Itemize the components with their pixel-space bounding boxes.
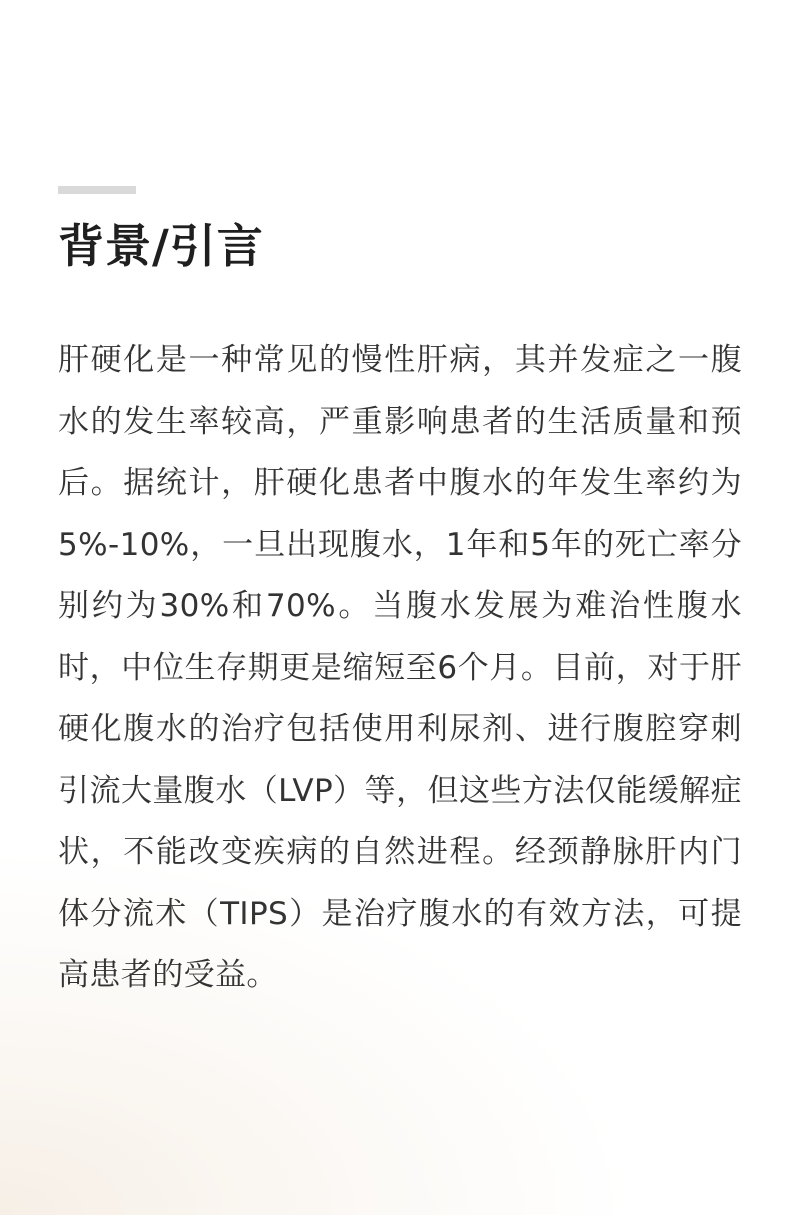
- section-accent-bar: [58, 186, 136, 194]
- section-title: 背景/引言: [58, 219, 264, 273]
- section-body-paragraph: 肝硬化是一种常见的慢性肝病，其并发症之一腹水的发生率较高，严重影响患者的生活质量和预后。据统计，肝硬化患者中腹水的年发生率约为5%-10%，一旦出现腹水，1年和5年的死亡率分别约为30%和70%。当腹水发展为难治性腹水时，中位生存期更是缩短至6个月。目前，对于肝硬化腹水的治疗包括使用利尿剂、进行腹腔穿刺引流大量腹水（LVP）等，但这些方法仅能缓解症状，不能改变疾病的自然进程。经颈静脉肝内门体分流术（TIPS）是治疗腹水的有效方法，可提高患者的受益。: [58, 342, 742, 993]
